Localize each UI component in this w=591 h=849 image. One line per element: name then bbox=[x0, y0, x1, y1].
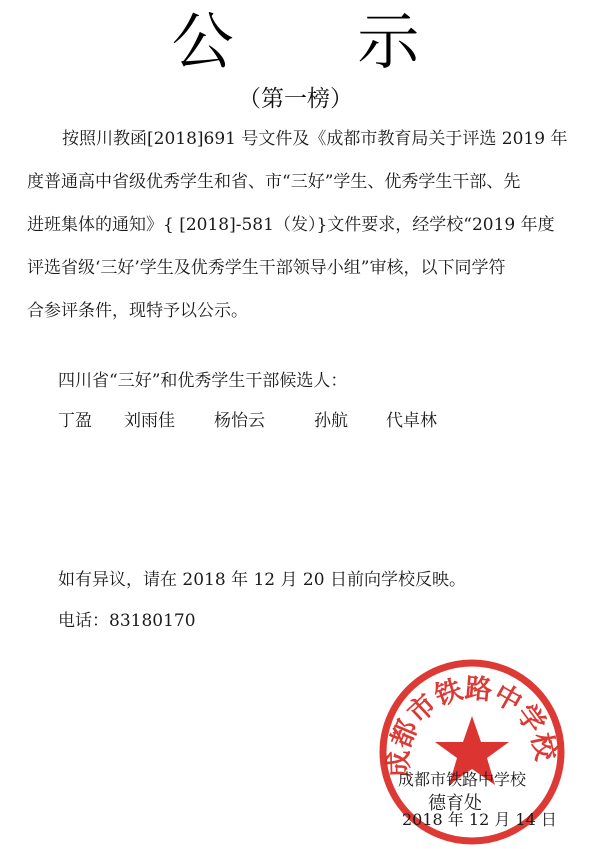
phone-line: 电话：83180170 bbox=[58, 611, 196, 631]
candidate-name: 丁盈 bbox=[58, 411, 92, 431]
seal-text: 成都市铁路中学校 bbox=[383, 673, 561, 779]
body-line-4: 评选省级‘三好’学生及优秀学生干部领导小组”审核，以下同学符 bbox=[27, 258, 506, 278]
candidates-heading: 四川省“三好”和优秀学生干部候选人： bbox=[58, 371, 348, 391]
candidate-name: 代卓林 bbox=[386, 411, 437, 431]
body-line-1: 按照川教函[2018]691 号文件及《成都市教育局关于评选 2019 年 bbox=[62, 129, 568, 149]
signature-date: 2018 年 12 月 14 日 bbox=[402, 810, 557, 829]
body-line-2: 度普通高中省级优秀学生和省、市“三好”学生、优秀学生干部、先 bbox=[27, 172, 521, 192]
signature-school: 成都市铁路中学校 bbox=[398, 770, 527, 789]
candidate-name: 杨怡云 bbox=[214, 411, 265, 431]
signature-office: 德育处 bbox=[428, 793, 482, 814]
objection-notice: 如有异议，请在 2018 年 12 月 20 日前向学校反映。 bbox=[58, 570, 466, 590]
notice-subtitle: （第一榜） bbox=[238, 86, 353, 112]
body-line-5: 合参评条件，现特予以公示。 bbox=[27, 301, 248, 321]
body-line-3: 进班集体的通知》{ [2018]-581（发）}文件要求，经学校“2019 年度 bbox=[27, 215, 555, 235]
candidate-name: 刘雨佳 bbox=[124, 411, 175, 431]
notice-title: 公 示 bbox=[171, 5, 472, 78]
candidate-name: 孙航 bbox=[314, 411, 348, 431]
